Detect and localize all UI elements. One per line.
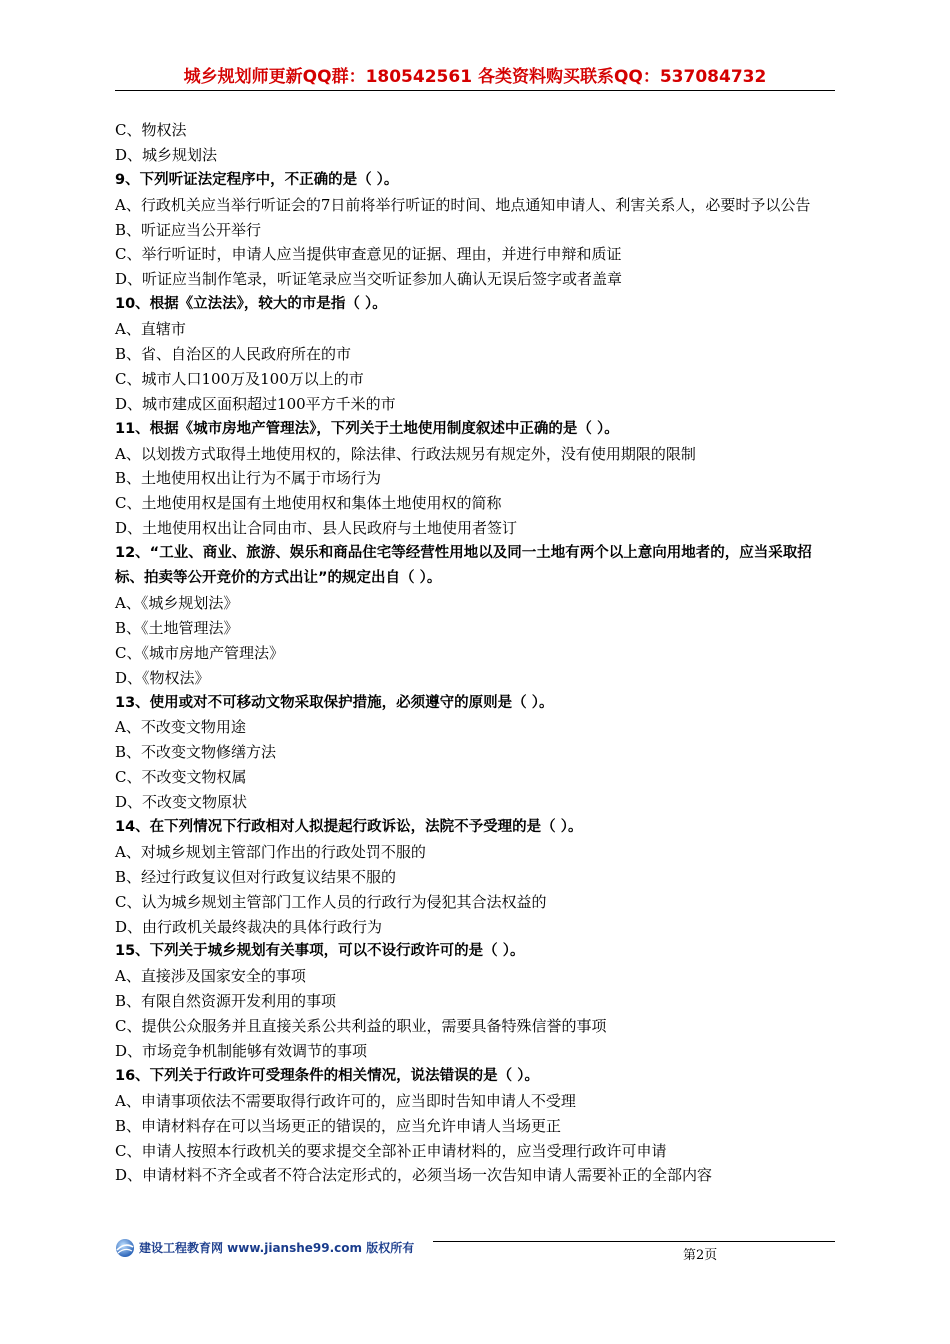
globe-logo-icon [115, 1238, 135, 1258]
question-text: 14、在下列情况下行政相对人拟提起行政诉讼，法院不予受理的是（ ）。 [115, 818, 583, 835]
option-text: C、物权法 [115, 121, 187, 139]
question-list [115, 118, 840, 1188]
option-text: C、《城市房地产管理法》 [115, 643, 284, 662]
footer-site-text: 建设工程教育网 www.jianshe99.com 版权所有 [139, 1241, 415, 1255]
option-text: D、市场竞争机制能够有效调节的事项 [115, 1042, 368, 1060]
option-text: C、土地使用权是国有土地使用权和集体土地使用权的简称 [115, 494, 502, 513]
option-text: A、申请事项依法不需要取得行政许可的，应当即时告知申请人不受理 [115, 1091, 576, 1110]
option-text: C、申请人按照本行政机关的要求提交全部补正申请材料的，应当受理行政许可申请 [115, 1141, 667, 1160]
option-text: C、城市人口100万及100万以上的市 [115, 369, 364, 388]
option-text: B、省、自治区的人民政府所在的市 [115, 345, 352, 364]
option-text: B、土地使用权出让行为不属于市场行为 [115, 469, 382, 488]
page-number: 第2页 [683, 1248, 718, 1263]
option-text: B、经过行政复议但对行政复议结果不服的 [115, 867, 397, 886]
option-text: B、听证应当公开举行 [115, 220, 262, 239]
question-text: 16、下列关于行政许可受理条件的相关情况，说法错误的是（ ）。 [115, 1067, 539, 1084]
option-text: A、对城乡规划主管部门作出的行政处罚不服的 [115, 842, 426, 861]
question-text: 12、“工业、商业、旅游、娱乐和商品住宅等经营性用地以及同一土地有两个以上意向用地者的，应当采取招标、拍卖等公开竞价的方式出让”的规定出自（ ）。 [115, 545, 812, 587]
option-text: D、听证应当制作笔录，听证笔录应当交听证参加人确认无误后签字或者盖章 [115, 270, 623, 289]
option-text: C、认为城乡规划主管部门工作人员的行政行为侵犯其合法权益的 [115, 892, 547, 911]
question-text: 15、下列关于城乡规划有关事项，可以不设行政许可的是（ ）。 [115, 943, 525, 960]
option-text: D、城乡规划法 [115, 145, 218, 164]
footer-rule [433, 1241, 835, 1242]
question-text: 10、根据《立法法》，较大的市是指（ ）。 [115, 296, 387, 313]
option-text: B、《土地管理法》 [115, 618, 239, 637]
option-text: C、举行听证时，申请人应当提供审查意见的证据、理由，并进行申辩和质证 [115, 245, 622, 264]
option-text: D、由行政机关最终裁决的具体行政行为 [115, 917, 383, 936]
page-footer [115, 1236, 835, 1266]
option-text: D、申请材料不齐全或者不符合法定形式的，必须当场一次告知申请人需要补正的全部内容 [115, 1166, 713, 1185]
question-text: 11、根据《城市房地产管理法》，下列关于土地使用制度叙述中正确的是（ ）。 [115, 420, 619, 437]
question-text: 9、下列听证法定程序中，不正确的是（ ）。 [115, 171, 399, 188]
option-text: B、有限自然资源开发利用的事项 [115, 992, 337, 1011]
option-text: A、以划拨方式取得土地使用权的，除法律、行政法规另有规定外，没有使用期限的限制 [115, 444, 696, 463]
option-text: C、不改变文物权属 [115, 768, 247, 787]
option-text: D、城市建成区面积超过100平方千米的市 [115, 394, 396, 413]
option-text: B、申请材料存在可以当场更正的错误的，应当允许申请人当场更正 [115, 1116, 562, 1135]
option-text: A、不改变文物用途 [115, 718, 246, 737]
option-text: D、《物权法》 [115, 668, 210, 687]
option-text: A、直接涉及国家安全的事项 [115, 967, 306, 986]
page-header [115, 64, 835, 91]
question-text: 13、使用或对不可移动文物采取保护措施，必须遵守的原则是（ ）。 [115, 694, 554, 711]
option-text: A、行政机关应当举行听证会的7日前将举行听证的时间、地点通知申请人、利害关系人，必要时予以公告 [115, 195, 811, 214]
option-text: D、土地使用权出让合同由市、县人民政府与土地使用者签订 [115, 519, 518, 538]
header-text: 城乡规划师更新QQ群：180542561 各类资料购买联系QQ：537084732 [183, 67, 767, 87]
option-text: B、不改变文物修缮方法 [115, 743, 277, 762]
option-text: A、直辖市 [115, 320, 186, 339]
option-text: D、不改变文物原状 [115, 793, 248, 812]
option-text: C、提供公众服务并且直接关系公共利益的职业，需要具备特殊信誉的事项 [115, 1017, 607, 1036]
option-text: A、《城乡规划法》 [115, 593, 239, 612]
